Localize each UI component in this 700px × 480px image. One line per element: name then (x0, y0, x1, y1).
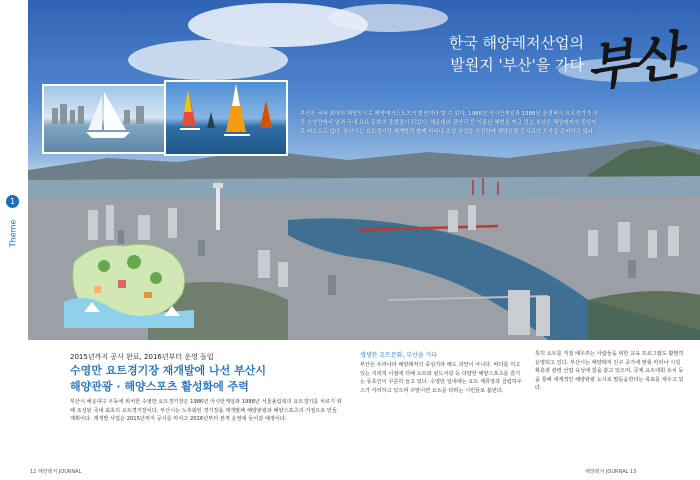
headline-1: 수영만 요트경기장 재개발에 나선 부산시 (70, 364, 266, 377)
body-text-left: 부산시 해운대구 우동에 위치한 수영만 요트경기장은 1986년 아시안게임과 1988년 서울올림픽의 요트경기를 치르기 위해 조성된 국내 최초의 요트경기장이다. 부산시는 노후화된 경기장을 재개발해 해양관광과 해양스포츠의 거점으로 만들 계획이다. 재개발 사업은 2015년까지 공사를 마치고 2016년부터 본격 운영에 들어갈 예정이다. (70, 399, 342, 423)
busan-calligraphy: 부산 (581, 25, 682, 100)
headline-2: 해양관광 · 해양스포츠 활성화에 주력 (70, 380, 249, 393)
article-title (404, 32, 584, 76)
body-text-middle: 부산은 우리나라 해양레저의 중심지라 해도 과언이 아니다. 바다를 끼고 있는 지리적 이점에 더해 요트와 윈드서핑 등 다양한 해양스포츠를 즐기는 동호인이 꾸준히 늘고 있다. 수영만 일대에는 요트 계류장과 클럽하우스가 자리하고 있으며 주말이면 요트를 타려는 시민들로 붐빈다. (360, 362, 522, 394)
title-line-2: 발원지 '부산'을 가다 (450, 56, 584, 74)
yacht-inset-photo (42, 84, 166, 154)
title-line-1: 한국 해양레저산업의 (448, 34, 584, 52)
intro-paragraph: 부산은 국내 최대의 해양도시로 해양레저스포츠의 발원지라 할 수 있다. 1986년 아시안게임과 1988년 올림픽의 요트경기가 이곳 수영만에서 열려 국내 요트 문화의 출발점이 되었다. 해운대와 광안리 등 이름난 해변을 끼고 있는 부산은 해양레저의 중심지로 떠오르고 있다. 부산시는 요트경기장 재개발과 함께 마리나 조성 사업을 추진하며 해양관광 도시로의 도약을 준비하고 있다. (300, 111, 598, 135)
body-text-right: 특히 요트를 직접 배우려는 사람들을 위한 교육 프로그램도 활발히 운영되고 있다. 부산시는 해양레저 인구 증가에 맞춰 마리나 시설 확충과 관련 산업 육성에 힘을 쏟고 있으며, 국제 요트대회 유치 등을 통해 세계적인 해양관광 도시로 발돋움한다는 목표를 세우고 있다. (535, 351, 684, 392)
subsection-heading: 생생한 요트문화, 부산을 가다 (360, 352, 438, 359)
windsurf-inset-photo (164, 80, 288, 156)
theme-label: Theme (8, 219, 18, 248)
windsurf-icon (166, 82, 286, 154)
folio-left: 12 해양레저 JOURNAL (30, 469, 82, 475)
theme-tab (6, 195, 20, 259)
photo-credit: (해운대 방면 사진 부산시 제공) (236, 40, 318, 47)
body-column-middle (360, 350, 525, 395)
deck-kicker: 2015년까지 공사 완료, 2016년부터 운영 돌입 (70, 353, 214, 361)
busan-illustrated-map (64, 232, 194, 328)
yacht-icon (44, 86, 164, 152)
theme-number-badge: 1 (6, 195, 19, 208)
folio-right: 해양레저 JOURNAL 13 (585, 469, 637, 475)
